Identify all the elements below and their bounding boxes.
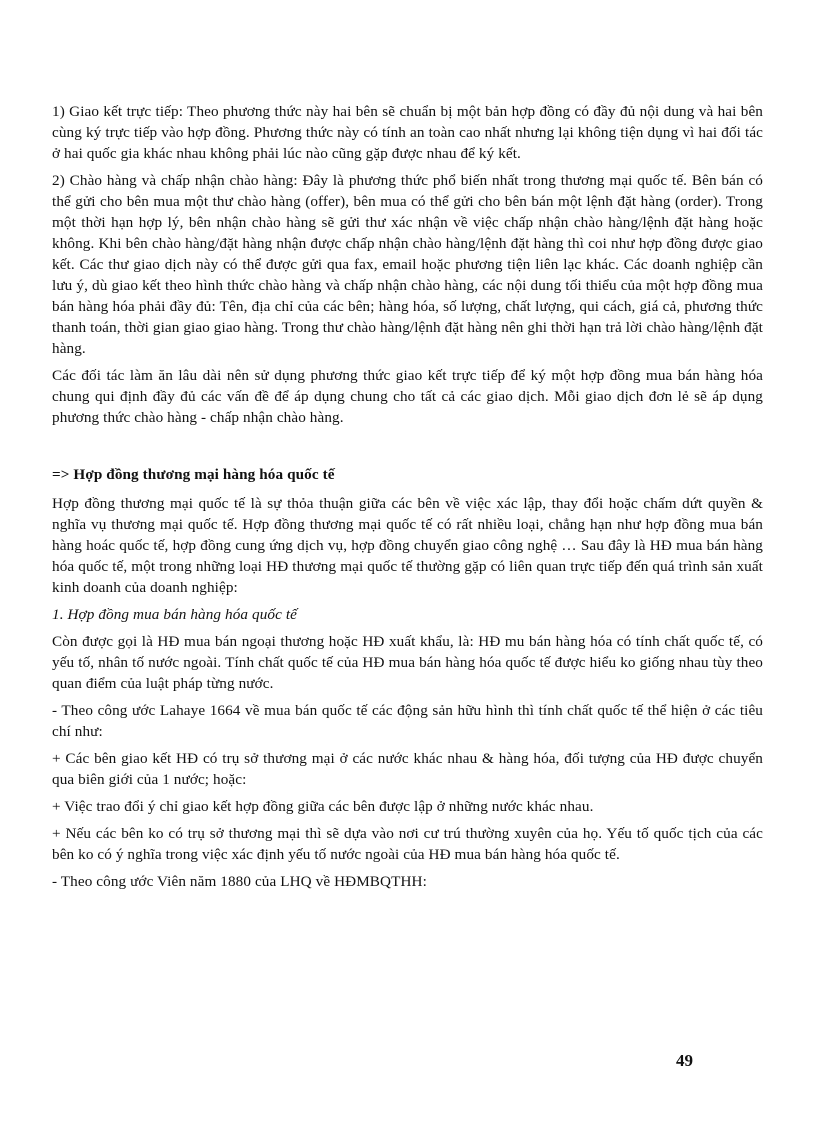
- paragraph-criterion-2: + Việc trao đổi ý chỉ giao kết hợp đồng giữa các bên được lập ở những nước khác nhau.: [52, 798, 594, 815]
- paragraph-offer-acceptance: 2) Chào hàng và chấp nhận chào hàng: Đây là phương thức phổ biến nhất trong thương mại quốc tế. Bên bán có thể gửi cho bên mua một thư chào hàng (offer), bên mua có thể gửi cho bên bán một lệnh đặt hàng (order). Trong một thời hạn hợp lý, bên nhận chào hàng sẽ gửi thư xác nhận về việc chấp nhận chào hàng/lệnh đặt hàng hoặc không. Khi bên chào hàng/đặt hàng nhận được chấp nhận chào hàng/lệnh đặt hàng thì coi như hợp đồng được giao kết. Các thư giao dịch này có thể được gửi qua fax, email hoặc phương tiện liên lạc khác. Các doanh nghiệp cần lưu ý, dù giao kết theo hình thức chào hàng và chấp nhận chào hàng, các nội dung tối thiểu của một hợp đồng mua bán hàng hóa phải đầy đủ: Tên, địa chỉ của các bên; hàng hóa, số lượng, chất lượng, qui cách, giá cả, phương thức thanh toán, thời gian giao giao hàng. Trong thư chào hàng/lệnh đặt hàng nên ghi thời hạn trả lời chào hàng/lệnh đặt hàng.: [52, 172, 763, 357]
- paragraph-vienna-convention: - Theo công ước Viên năm 1880 của LHQ về HĐMBQTHH:: [52, 873, 427, 890]
- page-number: 49: [676, 1051, 693, 1070]
- paragraph-criterion-3: + Nếu các bên ko có trụ sở thương mại thì sẽ dựa vào nơi cư trú thường xuyên của họ. Yếu tố quốc tịch của các bên ko có ý nghĩa trong việc xác định yếu tố nước ngoài của HĐ mua bán hàng hóa quốc tế.: [52, 825, 763, 863]
- paragraph-direct-contract: 1) Giao kết trực tiếp: Theo phương thức này hai bên sẽ chuẩn bị một bản hợp đồng có đầy đủ nội dung và hai bên cùng ký trực tiếp vào hợp đồng. Phương thức này có tính an toàn cao nhất nhưng lại không tiện dụng vì hai đối tác ở hai quốc gia khác nhau không phải lúc nào cũng gặp được nhau để ký kết.: [52, 103, 763, 162]
- paragraph-section-intro: Hợp đồng thương mại quốc tế là sự thỏa thuận giữa các bên về việc xác lập, thay đổi hoặc chấm dứt quyền & nghĩa vụ thương mại quốc tế. Hợp đồng thương mại quốc tế có rất nhiều loại, chẳng hạn như hợp đồng mua bán hàng hoác quốc tế, hợp đồng cung ứng dịch vụ, hợp đồng chuyển giao công nghệ … Sau đây là HĐ mua bán hàng hóa quốc tế, một trong những loại HĐ thương mại quốc tế thường gặp có liên quan trực tiếp đến quá trình sản xuất kinh doanh của doanh nghiệp:: [52, 495, 763, 596]
- sub-heading: 1. Hợp đồng mua bán hàng hóa quốc tế: [52, 606, 297, 623]
- section-heading: => Hợp đồng thương mại hàng hóa quốc tế: [52, 466, 335, 483]
- paragraph-lahaye-convention: - Theo công ước Lahaye 1664 về mua bán quốc tế các động sản hữu hình thì tính chất quốc tế thể hiện ở các tiêu chí như:: [52, 702, 763, 740]
- document-body: [52, 101, 763, 898]
- paragraph-long-term-partners: Các đối tác làm ăn lâu dài nên sử dụng phương thức giao kết trực tiếp để ký một hợp đồng mua bán hàng hóa chung qui định đầy đủ các vấn đề để áp dụng chung cho tất cả các giao dịch. Mỗi giao dịch đơn lẻ sẽ áp dụng phương thức chào hàng - chấp nhận chào hàng.: [52, 367, 763, 426]
- paragraph-criterion-1: + Các bên giao kết HĐ có trụ sở thương mại ở các nước khác nhau & hàng hóa, đối tượng của HĐ được chuyển qua biên giới của 1 nước; hoặc:: [52, 750, 763, 788]
- paragraph-definition: Còn được gọi là HĐ mua bán ngoại thương hoặc HĐ xuất khẩu, là: HĐ mu bán hàng hóa có tính chất quốc tế, có yếu tố, nhân tố nước ngoài. Tính chất quốc tế của HĐ mua bán hàng hóa quốc tế được hiểu ko giống nhau tùy theo quan điểm của luật pháp từng nước.: [52, 633, 763, 692]
